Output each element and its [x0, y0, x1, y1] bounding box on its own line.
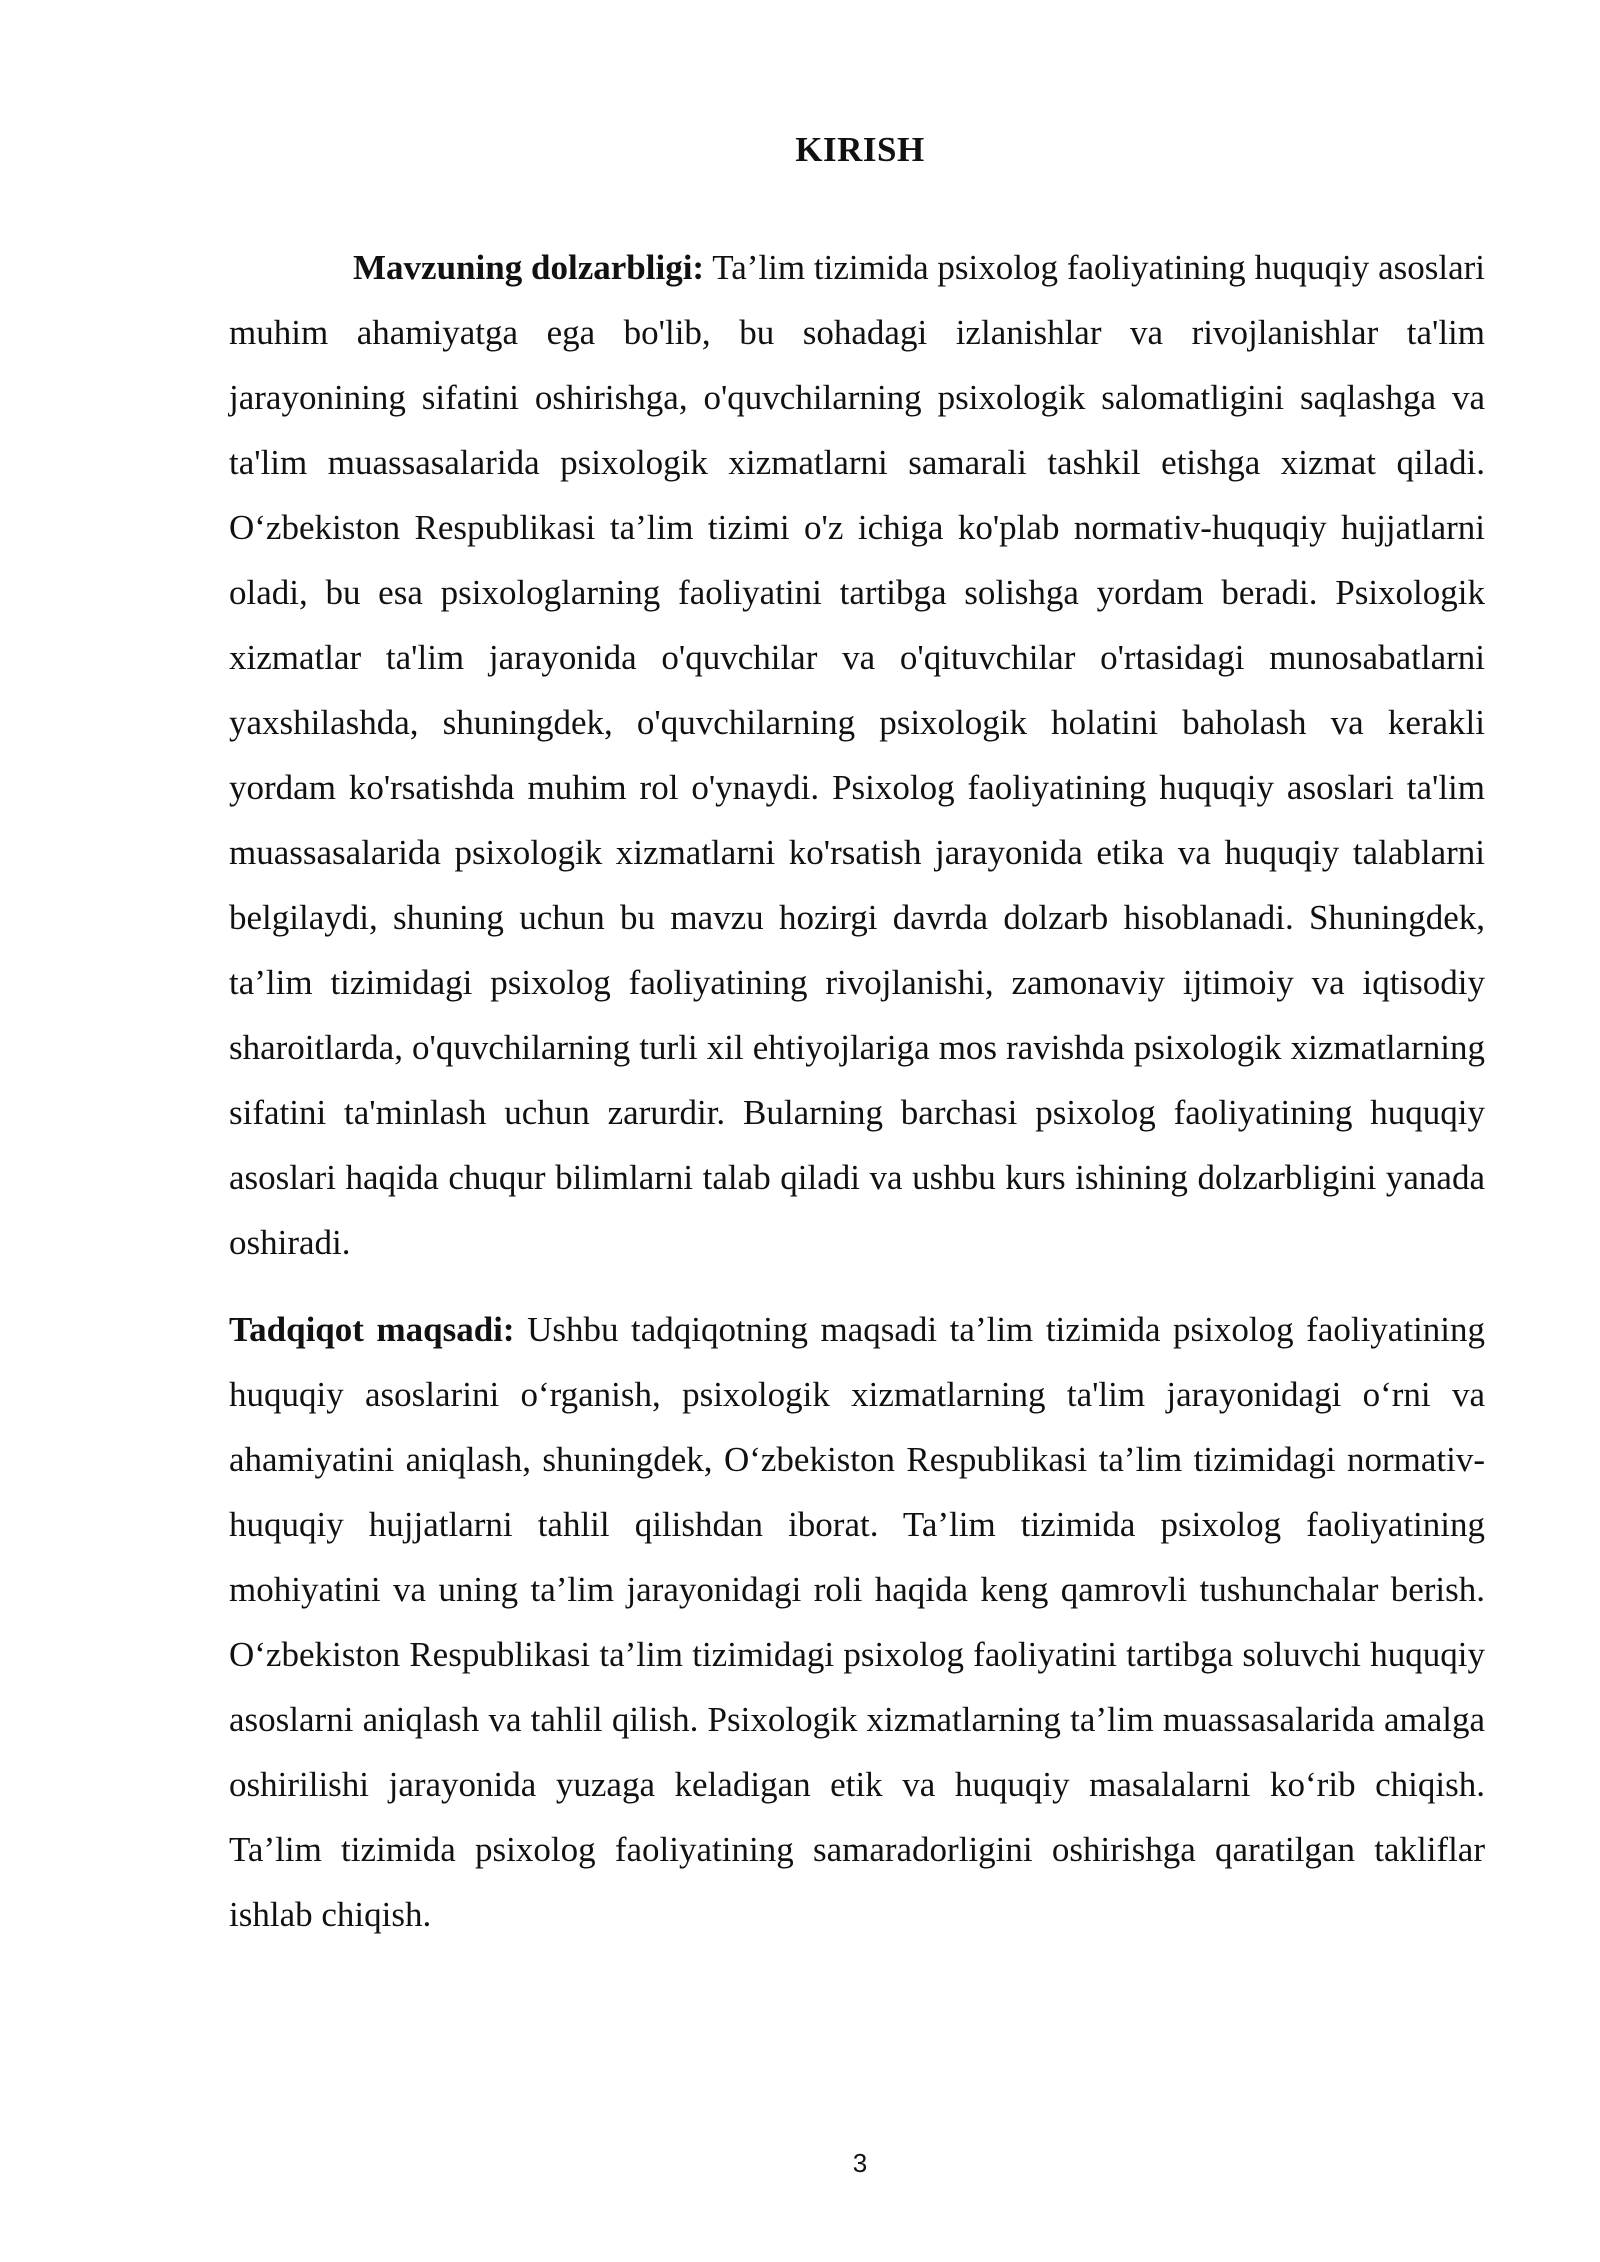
paragraph-text-relevance: Ta’lim tizimida psixolog faoliyatining huquqiy asoslari muhim ahamiyatga ega bo'lib, bu sohadagi izlanishlar va rivojlanishlar ta'lim jarayonining sifatini oshirishga, o'quvchilarning psixologik salomatligini saqlashga va ta'lim muassasalarida psixologik xizmatlarni samarali tashkil etishga xizmat qiladi. O‘zbekiston Respublikasi ta’lim tizimi o'z ichiga ko'plab normativ-huquqiy hujjatlarni oladi, bu esa psixologlarning faoliyatini tartibga solishga yordam beradi. Psixologik xizmatlar ta'lim jarayonida o'quvchilar va o'qituvchilar o'rtasidagi munosabatlarni yaxshilashda, shuningdek, o'quvchilarning psixologik holatini baholash va kerakli yordam ko'rsatishda muhim rol o'ynaydi. Psixolog faoliyatining huquqiy asoslari ta'lim muassasalarida psixologik xizmatlarni ko'rsatish jarayonida etika va huquqiy talablarni belgilaydi, shuning uchun bu mavzu hozirgi davrda dolzarb hisoblanadi. Shuningdek, ta’lim tizimidagi psixolog faoliyatining rivojlanishi, zamonaviy ijtimoiy va iqtisodiy sharoitlarda, o'quvchilarning turli xil ehtiyojlariga mos ravishda psixologik xizmatlarning sifatini ta'minlash uchun zarurdir. Bularning barchasi psixolog faoliyatining huquqiy asoslari haqida chuqur bilimlarni talab qiladi va ushbu kurs ishining dolzarbligini yanada oshiradi. — [229, 248, 1485, 1262]
body-text — [229, 235, 1485, 1947]
paragraph-lead-relevance: Mavzuning dolzarbligi: — [353, 248, 705, 287]
paragraph-text-research-goal: Ushbu tadqiqotning maqsadi ta’lim tizimida psixolog faoliyatining huquqiy asoslarini o‘rganish, psixologik xizmatlarning ta'lim jarayonidagi o‘rni va ahamiyatini aniqlash, shuningdek, O‘zbekiston Respublikasi ta’lim tizimidagi normativ-huquqiy hujjatlarni tahlil qilishdan iborat. Ta’lim tizimida psixolog faoliyatining mohiyatini va uning ta’lim jarayonidagi roli haqida keng qamrovli tushunchalar berish. O‘zbekiston Respublikasi ta’lim tizimidagi psixolog faoliyatini tartibga soluvchi huquqiy asoslarni aniqlash va tahlil qilish. Psixologik xizmatlarning ta’lim muassasalarida amalga oshirilishi jarayonida yuzaga keladigan etik va huquqiy masalalarni ko‘rib chiqish. Ta’lim tizimida psixolog faoliyatining samaradorligini oshirishga qaratilgan takliflar ishlab chiqish. — [229, 1310, 1486, 1934]
paragraph-relevance — [229, 235, 1485, 1275]
page-number: 3 — [852, 2148, 868, 2178]
section-heading: KIRISH — [795, 130, 925, 169]
paragraph-lead-research-goal: Tadqiqot maqsadi: — [229, 1310, 515, 1349]
paragraph-research-goal — [229, 1297, 1485, 1947]
